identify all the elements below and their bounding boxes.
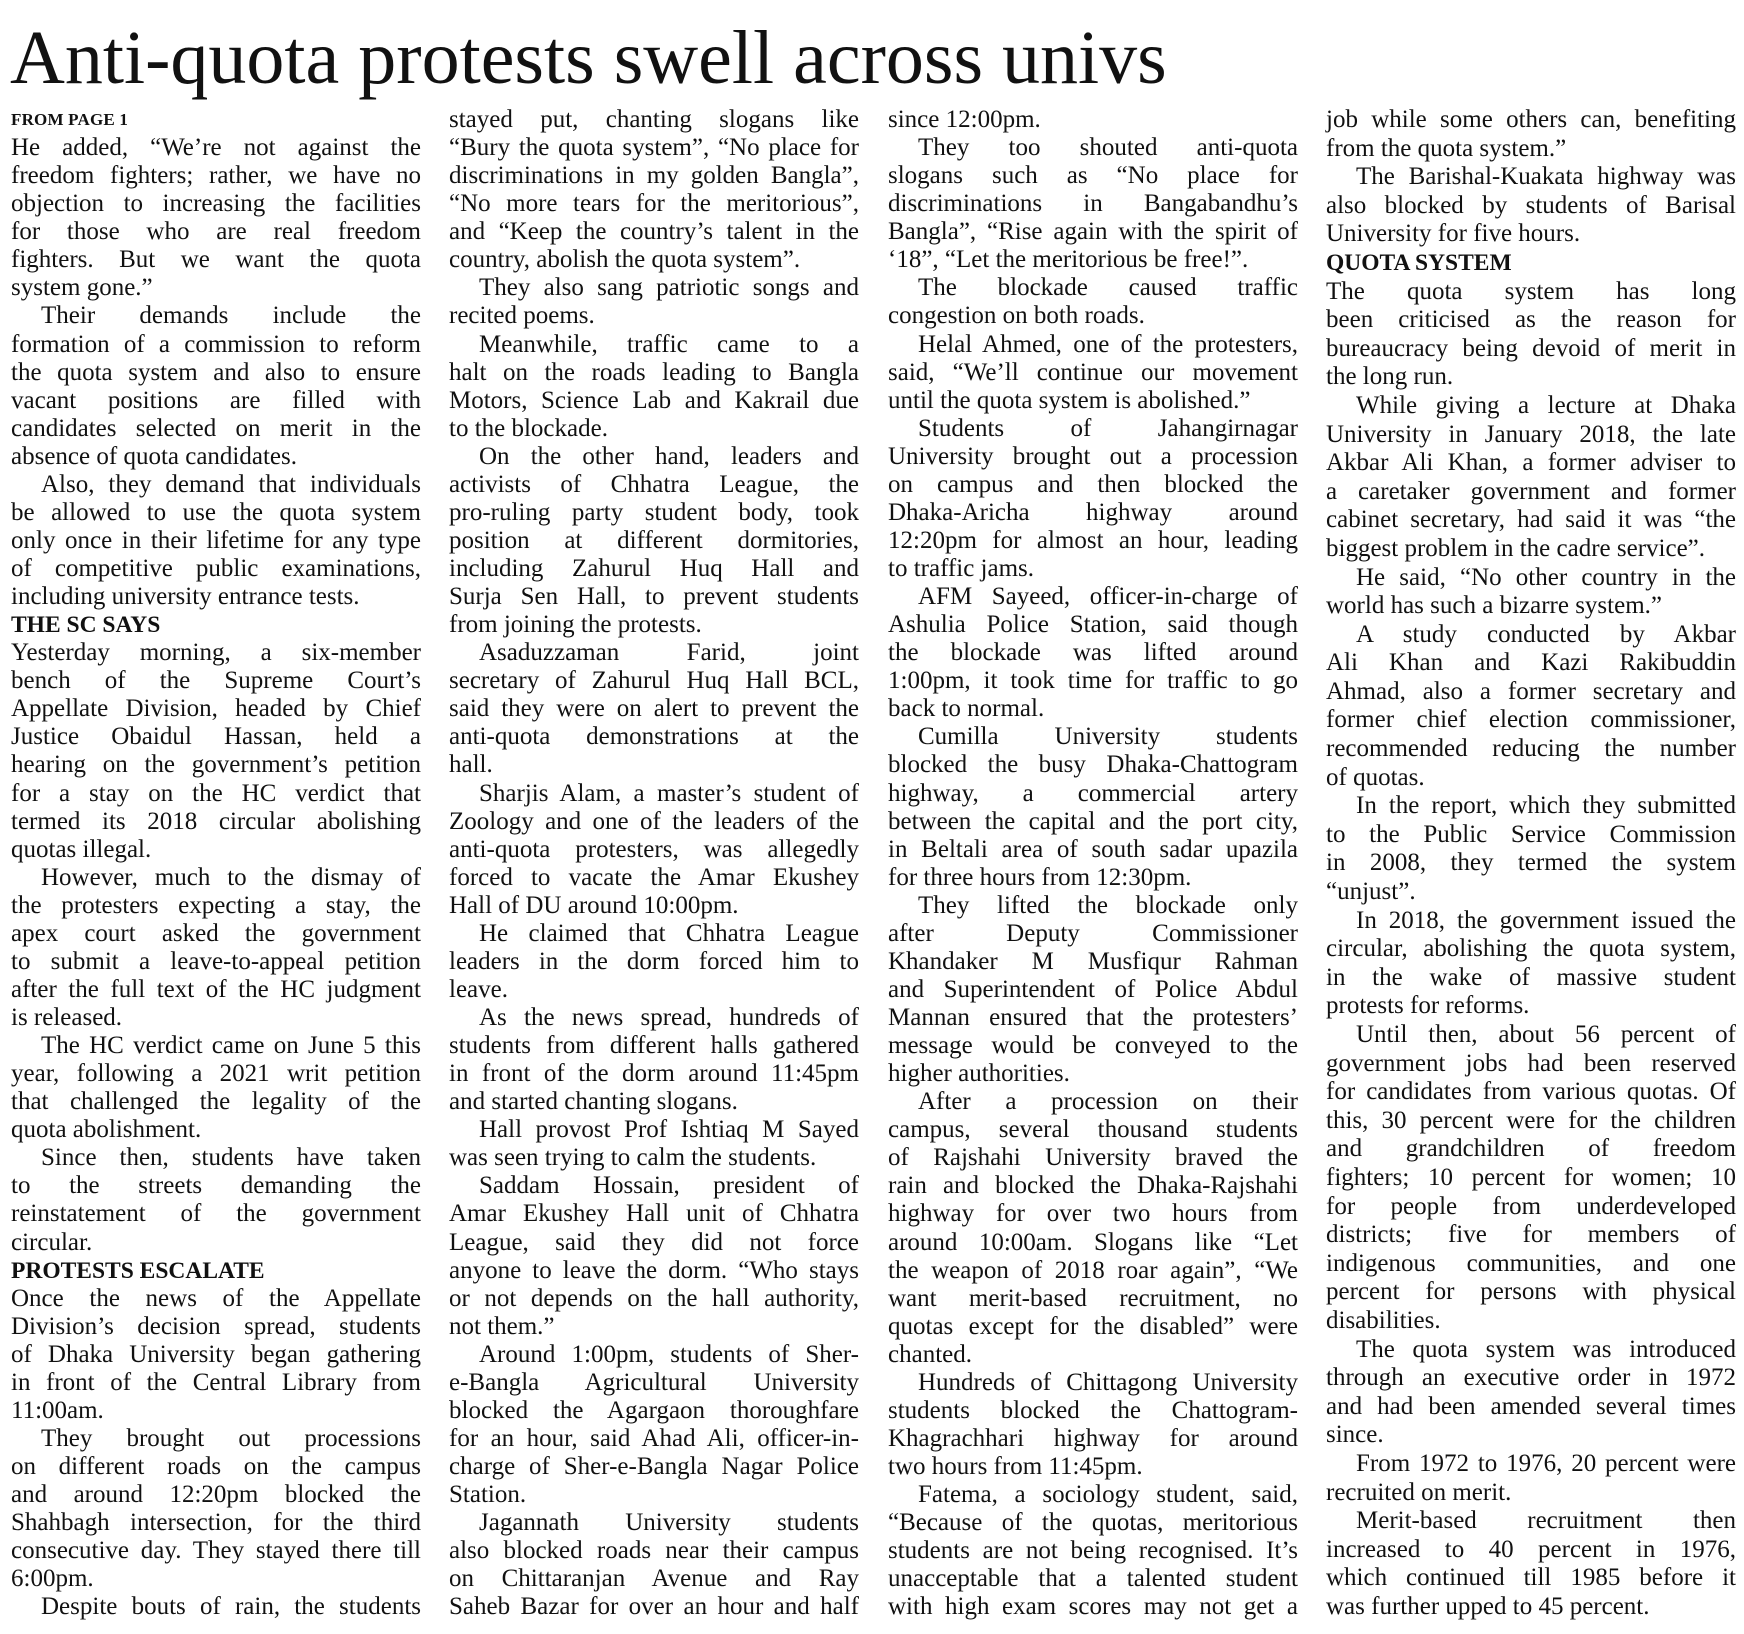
text-line: Saheb Bazar for over an hour and half (449, 1593, 859, 1621)
text-line: As the news spread, hundreds of (479, 1004, 859, 1031)
text-line: since 12:00pm. (888, 106, 1041, 133)
text-line: formation of a commission to reform (11, 330, 421, 358)
text-line: and grandchildren of freedom (1326, 1135, 1736, 1163)
text-line: on different roads on the campus (11, 1453, 421, 1480)
text-line: is released. (11, 1004, 123, 1031)
text-line: Fatema, a sociology student, said, (918, 1481, 1298, 1509)
text-line: said, “We’ll continue our movement (888, 358, 1298, 386)
text-line: back to normal. (888, 695, 1045, 723)
text-line: Akbar Ali Khan, a former adviser to (1326, 449, 1736, 477)
text-line: Division’s decision spread, students (11, 1312, 421, 1340)
text-line: position at different dormitories, (449, 526, 859, 554)
paragraph (888, 583, 1298, 723)
text-line: percent for persons with physical (1326, 1278, 1736, 1306)
paragraph (888, 1369, 1298, 1481)
text-line: including university entrance tests. (11, 583, 360, 611)
text-line: students from different halls gathered (449, 1032, 859, 1060)
text-line: After a procession on their (918, 1088, 1298, 1116)
paragraph (1326, 106, 1736, 163)
paragraph (449, 1341, 859, 1509)
text-line: A study conducted by Akbar (1356, 620, 1736, 648)
text-line: They brought out processions (41, 1424, 421, 1452)
text-line: slogans such as “No place for (888, 162, 1298, 190)
text-line: or not depends on the hall authority, (449, 1284, 859, 1312)
text-line: discriminations in my golden Bangla”, (449, 162, 859, 190)
text-line: University brought out a procession (888, 442, 1298, 470)
text-line: Khagrachhari highway for around (888, 1424, 1298, 1452)
text-line: Hall provost Prof Ishtiaq M Sayed (479, 1116, 859, 1144)
paragraph (449, 331, 859, 443)
paragraph (1326, 1021, 1736, 1336)
text-line: quotas illegal. (11, 835, 152, 863)
text-line: Once the news of the Appellate (11, 1284, 421, 1312)
text-line: Around 1:00pm, students of Sher- (479, 1340, 859, 1368)
text-line: and Superintendent of Police Abdul (888, 975, 1298, 1003)
text-line: for three hours from 12:30pm. (888, 863, 1192, 891)
text-line: to submit a leave-to-appeal petition (11, 947, 421, 975)
paragraph (1326, 907, 1736, 1021)
text-line: Zoology and one of the leaders of the (449, 807, 859, 835)
text-line: in 2008, they termed the system (1326, 849, 1736, 877)
section-subhead: THE SC SAYS (11, 612, 161, 639)
text-line: anyone to leave the dorm. “Who stays (449, 1256, 859, 1284)
text-line: and “Keep the country’s talent in the (449, 218, 859, 246)
text-line: through an executive order in 1972 (1326, 1364, 1736, 1392)
text-line: was further upped to 45 percent. (1326, 1592, 1650, 1620)
paragraph (1326, 621, 1736, 793)
paragraph (449, 1116, 859, 1172)
text-line: Shahbagh intersection, for the third (11, 1509, 421, 1537)
text-line: the blockade was lifted around (888, 639, 1298, 667)
paragraph (1326, 392, 1736, 564)
text-line: higher authorities. (888, 1060, 1070, 1088)
text-line: on Chittaranjan Avenue and Ray (449, 1565, 859, 1593)
text-line: Until then, about 56 percent of (1356, 1021, 1736, 1048)
text-line: world has such a bizarre system.” (1326, 592, 1662, 620)
article-column-2 (449, 106, 859, 1621)
text-line: Jagannath University students (479, 1509, 859, 1537)
text-line: anti-quota demonstrations at the (449, 723, 859, 751)
text-line: campus, several thousand students (888, 1116, 1298, 1144)
paragraph (449, 1509, 859, 1621)
paragraph (888, 723, 1298, 891)
text-line: since. (1326, 1421, 1384, 1449)
text-line: Bangla”, “Rise again with the spirit of (888, 218, 1298, 246)
text-line: Helal Ahmed, one of the protesters, (918, 330, 1298, 358)
text-line: highway for over two hours from (888, 1200, 1298, 1228)
text-line: In 2018, the government issued the (1356, 906, 1736, 934)
paragraph (1326, 564, 1736, 621)
text-line: pro-ruling party student body, took (449, 498, 859, 526)
text-line: The blockade caused traffic (918, 274, 1298, 302)
text-line: activists of Chhatra League, the (449, 470, 859, 498)
text-line: Cumilla University students (918, 723, 1298, 751)
text-line: including Zahurul Huq Hall and (449, 555, 859, 582)
text-line: Sharjis Alam, a master’s student of (479, 779, 859, 807)
text-line: also blocked roads near their campus (449, 1537, 859, 1565)
text-line: Since then, students have taken (41, 1144, 421, 1172)
text-line: cabinet secretary, had said it was “the (1326, 506, 1736, 534)
text-line: recited poems. (449, 302, 595, 330)
paragraph (449, 274, 859, 330)
article-column-1 (11, 106, 421, 1621)
paragraph (449, 443, 859, 639)
text-line: on campus and then blocked the (888, 470, 1298, 498)
text-line: not them.” (449, 1312, 555, 1340)
paragraph (888, 892, 1298, 1088)
text-line: Students of Jahangirnagar (918, 414, 1298, 442)
paragraph (1326, 792, 1736, 906)
paragraph (888, 331, 1298, 415)
text-line: students are not being recognised. It’s (888, 1537, 1298, 1565)
text-line: in front of the dorm around 11:45pm (449, 1060, 859, 1088)
paragraph (1326, 1507, 1736, 1621)
continuation-kicker: FROM PAGE 1 (11, 110, 129, 129)
text-line: He added, “We’re not against the (11, 134, 421, 162)
text-line: 11:00am. (11, 1396, 104, 1424)
text-line: of quotas. (1326, 763, 1425, 791)
text-line: They lifted the blockade only (918, 891, 1298, 919)
text-line: vacant positions are filled with (11, 386, 421, 414)
paragraph (11, 1285, 421, 1425)
text-line: fighters. But we want the quota (11, 246, 421, 274)
text-line: Ashulia Police Station, said though (888, 611, 1298, 639)
text-line: objection to increasing the facilities (11, 190, 421, 218)
paragraph (888, 274, 1298, 330)
text-line: fighters; 10 percent for women; 10 (1326, 1163, 1736, 1191)
text-line: the long run. (1326, 363, 1454, 391)
text-line: Dhaka-Aricha highway around (888, 498, 1298, 526)
text-line: and around 12:20pm blocked the (11, 1481, 421, 1509)
text-line: 12:20pm for almost an hour, leading (888, 526, 1298, 554)
text-line: highway, a commercial artery (888, 779, 1298, 807)
text-line: apex court asked the government (11, 919, 421, 947)
text-line: Meanwhile, traffic came to a (479, 330, 859, 358)
paragraph (11, 864, 421, 1032)
text-line: Motors, Science Lab and Kakrail due (449, 386, 859, 414)
text-line: University for five hours. (1326, 220, 1581, 248)
text-line: stayed put, chanting slogans like (449, 106, 859, 133)
text-line: Despite bouts of rain, the students (41, 1593, 421, 1621)
paragraph (11, 1425, 421, 1593)
text-line: former chief election commissioner, (1326, 706, 1736, 734)
paragraph (11, 639, 421, 864)
text-line: consecutive day. They stayed there till (11, 1537, 421, 1565)
text-line: “No more tears for the meritorious”, (449, 190, 859, 218)
text-line: forced to vacate the Amar Ekushey (449, 863, 859, 891)
text-line: want merit-based recruitment, no (888, 1284, 1298, 1312)
text-line: On the other hand, leaders and (479, 442, 859, 470)
text-line: hearing on the government’s petition (11, 751, 421, 779)
text-line: to the streets demanding the (11, 1172, 421, 1200)
paragraph (1326, 163, 1736, 249)
article-column-3 (888, 106, 1298, 1621)
text-line: Hundreds of Chittagong University (918, 1368, 1298, 1396)
text-line: reinstatement of the government (11, 1200, 421, 1228)
text-line: recommended reducing the number (1326, 735, 1736, 763)
text-line: disabilities. (1326, 1306, 1441, 1334)
text-line: circular, abolishing the quota system, (1326, 935, 1736, 963)
text-line: In the report, which they submitted (1356, 792, 1736, 820)
text-line: a caretaker government and former (1326, 477, 1736, 505)
text-line: in Beltali area of south sadar upazila (888, 835, 1298, 863)
text-line: be allowed to use the quota system (11, 498, 421, 526)
text-line: said they were on alert to prevent the (449, 695, 859, 723)
text-line: in the wake of massive student (1326, 963, 1736, 991)
text-line: after Deputy Commissioner (888, 919, 1298, 947)
text-line: Station. (449, 1481, 527, 1509)
paragraph (449, 780, 859, 920)
paragraph (888, 134, 1298, 274)
text-line: after the full text of the HC judgment (11, 975, 421, 1003)
paragraph (11, 1144, 421, 1256)
text-line: only once in their lifetime for any type (11, 526, 421, 554)
text-line: He said, “No other country in the (1356, 563, 1736, 591)
paragraph (449, 920, 859, 1004)
text-line: Their demands include the (41, 302, 421, 330)
text-line: League, said they did not force (449, 1228, 859, 1256)
text-line: hall. (449, 751, 493, 779)
text-line: protests for reforms. (1326, 992, 1530, 1020)
text-line: charge of Sher-e-Bangla Nagar Police (449, 1453, 859, 1480)
text-line: discriminations in Bangabandhu’s (888, 190, 1298, 218)
text-line: They also sang patriotic songs and (479, 274, 859, 302)
text-line: circular. (11, 1228, 93, 1256)
text-line: While giving a lecture at Dhaka (1356, 391, 1736, 419)
text-line: Asaduzzaman Farid, joint (479, 639, 859, 667)
text-line: between the capital and the port city, (888, 807, 1298, 835)
text-line: bureaucracy being devoid of merit in (1326, 334, 1736, 362)
article-column-4 (1326, 106, 1736, 1621)
text-line: However, much to the dismay of (41, 863, 421, 891)
text-line: “Because of the quotas, meritorious (888, 1509, 1298, 1537)
text-line: was seen trying to calm the students. (449, 1144, 817, 1172)
text-line: candidates selected on merit in the (11, 414, 421, 442)
section-subhead: QUOTA SYSTEM (1326, 249, 1512, 276)
text-line: congestion on both roads. (888, 302, 1145, 330)
text-line: blocked the busy Dhaka-Chattogram (888, 751, 1298, 779)
text-line: 6:00pm. (11, 1565, 94, 1593)
text-line: “unjust”. (1326, 878, 1416, 906)
text-line: quota abolishment. (11, 1116, 202, 1144)
paragraph (449, 639, 859, 779)
text-line: government jobs had been reserved (1326, 1049, 1736, 1077)
text-line: for people from underdeveloped (1326, 1192, 1736, 1220)
text-line: with high exam scores may not get a (888, 1593, 1298, 1621)
text-line: Ahmad, also a former secretary and (1326, 677, 1736, 705)
text-line: the weapon of 2018 roar again”, “We (888, 1256, 1298, 1284)
text-line: unacceptable that a talented student (888, 1565, 1298, 1593)
text-line: from the quota system.” (1326, 134, 1567, 162)
text-line: and had been amended several times (1326, 1392, 1736, 1420)
paragraph (449, 1004, 859, 1116)
text-line: biggest problem in the cadre service”. (1326, 534, 1706, 562)
paragraph (11, 1593, 421, 1621)
text-line: districts; five for members of (1326, 1221, 1736, 1249)
text-line: Hall of DU around 10:00pm. (449, 891, 739, 919)
text-line: e-Bangla Agricultural University (449, 1368, 859, 1396)
text-line: chanted. (888, 1340, 972, 1368)
text-line: rain and blocked the Dhaka-Rajshahi (888, 1172, 1298, 1200)
text-line: students blocked the Chattogram- (888, 1396, 1298, 1424)
text-line: quotas except for the disabled” were (888, 1312, 1298, 1340)
text-line: Surja Sen Hall, to prevent students (449, 583, 859, 611)
text-line: bench of the Supreme Court’s (11, 667, 421, 695)
text-line: termed its 2018 circular abolishing (11, 807, 421, 835)
text-line: for a stay on the HC verdict that (11, 779, 421, 807)
text-line: The Barishal-Kuakata highway was (1356, 163, 1736, 191)
text-line: around 10:00am. Slogans like “Let (888, 1228, 1298, 1256)
paragraph (888, 415, 1298, 583)
text-line: He claimed that Chhatra League (479, 919, 859, 947)
text-line: for an hour, said Ahad Ali, officer-in- (449, 1424, 859, 1452)
text-line: recruited on merit. (1326, 1478, 1512, 1506)
text-line: They too shouted anti-quota (918, 134, 1298, 162)
text-line: Merit-based recruitment then (1356, 1507, 1736, 1535)
text-line: increased to 40 percent in 1976, (1326, 1535, 1736, 1563)
paragraph (11, 1032, 421, 1144)
text-line: that challenged the legality of the (11, 1088, 421, 1116)
text-line: been criticised as the reason for (1326, 306, 1736, 334)
paragraph (888, 1481, 1298, 1621)
text-line: the protesters expecting a stay, the (11, 891, 421, 919)
text-line: AFM Sayeed, officer-in-charge of (918, 583, 1298, 611)
text-line: From 1972 to 1976, 20 percent were (1356, 1449, 1736, 1477)
paragraph (11, 471, 421, 611)
section-subhead: PROTESTS ESCALATE (11, 1257, 265, 1284)
text-line: absence of quota candidates. (11, 442, 297, 470)
text-line: indigenous communities, and one (1326, 1249, 1736, 1277)
text-line: this, 30 percent were for the children (1326, 1106, 1736, 1134)
text-line: of Rajshahi University braved the (888, 1144, 1298, 1172)
text-line: from joining the protests. (449, 611, 702, 639)
text-line: 1:00pm, it took time for traffic to go (888, 667, 1298, 695)
text-line: Justice Obaidul Hassan, held a (11, 723, 421, 751)
text-line: Mannan ensured that the protesters’ (888, 1004, 1298, 1031)
text-line: message would be conveyed to the (888, 1032, 1298, 1060)
text-line: The HC verdict came on June 5 this (41, 1032, 421, 1060)
text-line: Saddam Hossain, president of (479, 1172, 859, 1200)
text-line: Khandaker M Musfiqur Rahman (888, 947, 1298, 975)
text-line: of competitive public examinations, (11, 555, 421, 582)
text-line: leaders in the dorm forced him to (449, 947, 859, 975)
text-line: until the quota system is abolished.” (888, 386, 1251, 414)
paragraph (1326, 278, 1736, 392)
text-line: two hours from 11:45pm. (888, 1453, 1143, 1480)
paragraph (1326, 1336, 1736, 1450)
paragraph (449, 106, 859, 274)
text-line: The quota system was introduced (1356, 1335, 1736, 1363)
text-line: Amar Ekushey Hall unit of Chhatra (449, 1200, 859, 1228)
paragraph (449, 1172, 859, 1340)
text-line: leave. (449, 975, 508, 1003)
text-line: The quota system has long (1326, 277, 1736, 305)
text-line: for those who are real freedom (11, 218, 421, 246)
text-line: “Bury the quota system”, “No place for (449, 134, 859, 162)
paragraph (11, 302, 421, 470)
text-line: to the blockade. (449, 414, 608, 442)
text-line: to the Public Service Commission (1326, 820, 1736, 848)
text-line: system gone.” (11, 274, 153, 302)
text-line: freedom fighters; rather, we have no (11, 162, 421, 190)
text-line: University in January 2018, the late (1326, 420, 1736, 448)
text-line: Appellate Division, headed by Chief (11, 695, 421, 723)
headline: Anti-quota protests swell across univs (10, 16, 1167, 100)
text-line: Also, they demand that individuals (41, 470, 421, 498)
text-line: to traffic jams. (888, 555, 1035, 582)
text-line: job while some others can, benefiting (1326, 106, 1736, 133)
text-line: blocked the Agargaon thoroughfare (449, 1396, 859, 1424)
text-line: secretary of Zahurul Huq Hall BCL, (449, 667, 859, 695)
text-line: Yesterday morning, a six-member (11, 639, 421, 667)
text-line: also blocked by students of Barisal (1326, 191, 1736, 219)
paragraph (888, 1088, 1298, 1369)
text-line: in front of the Central Library from (11, 1368, 421, 1396)
paragraph (11, 134, 421, 302)
text-line: halt on the roads leading to Bangla (449, 358, 859, 386)
text-line: year, following a 2021 writ petition (11, 1060, 421, 1088)
paragraph (1326, 1450, 1736, 1507)
text-line: for candidates from various quotas. Of (1326, 1078, 1736, 1106)
text-line: country, abolish the quota system”. (449, 246, 801, 274)
text-line: the quota system and also to ensure (11, 358, 421, 386)
text-line: ‘18”, “Let the meritorious be free!”. (888, 246, 1249, 274)
text-line: of Dhaka University began gathering (11, 1340, 421, 1368)
text-line: anti-quota protesters, was allegedly (449, 835, 859, 863)
text-line: which continued till 1985 before it (1326, 1564, 1736, 1592)
text-line: Ali Khan and Kazi Rakibuddin (1326, 649, 1736, 677)
paragraph (888, 106, 1298, 134)
text-line: and started chanting slogans. (449, 1088, 738, 1116)
